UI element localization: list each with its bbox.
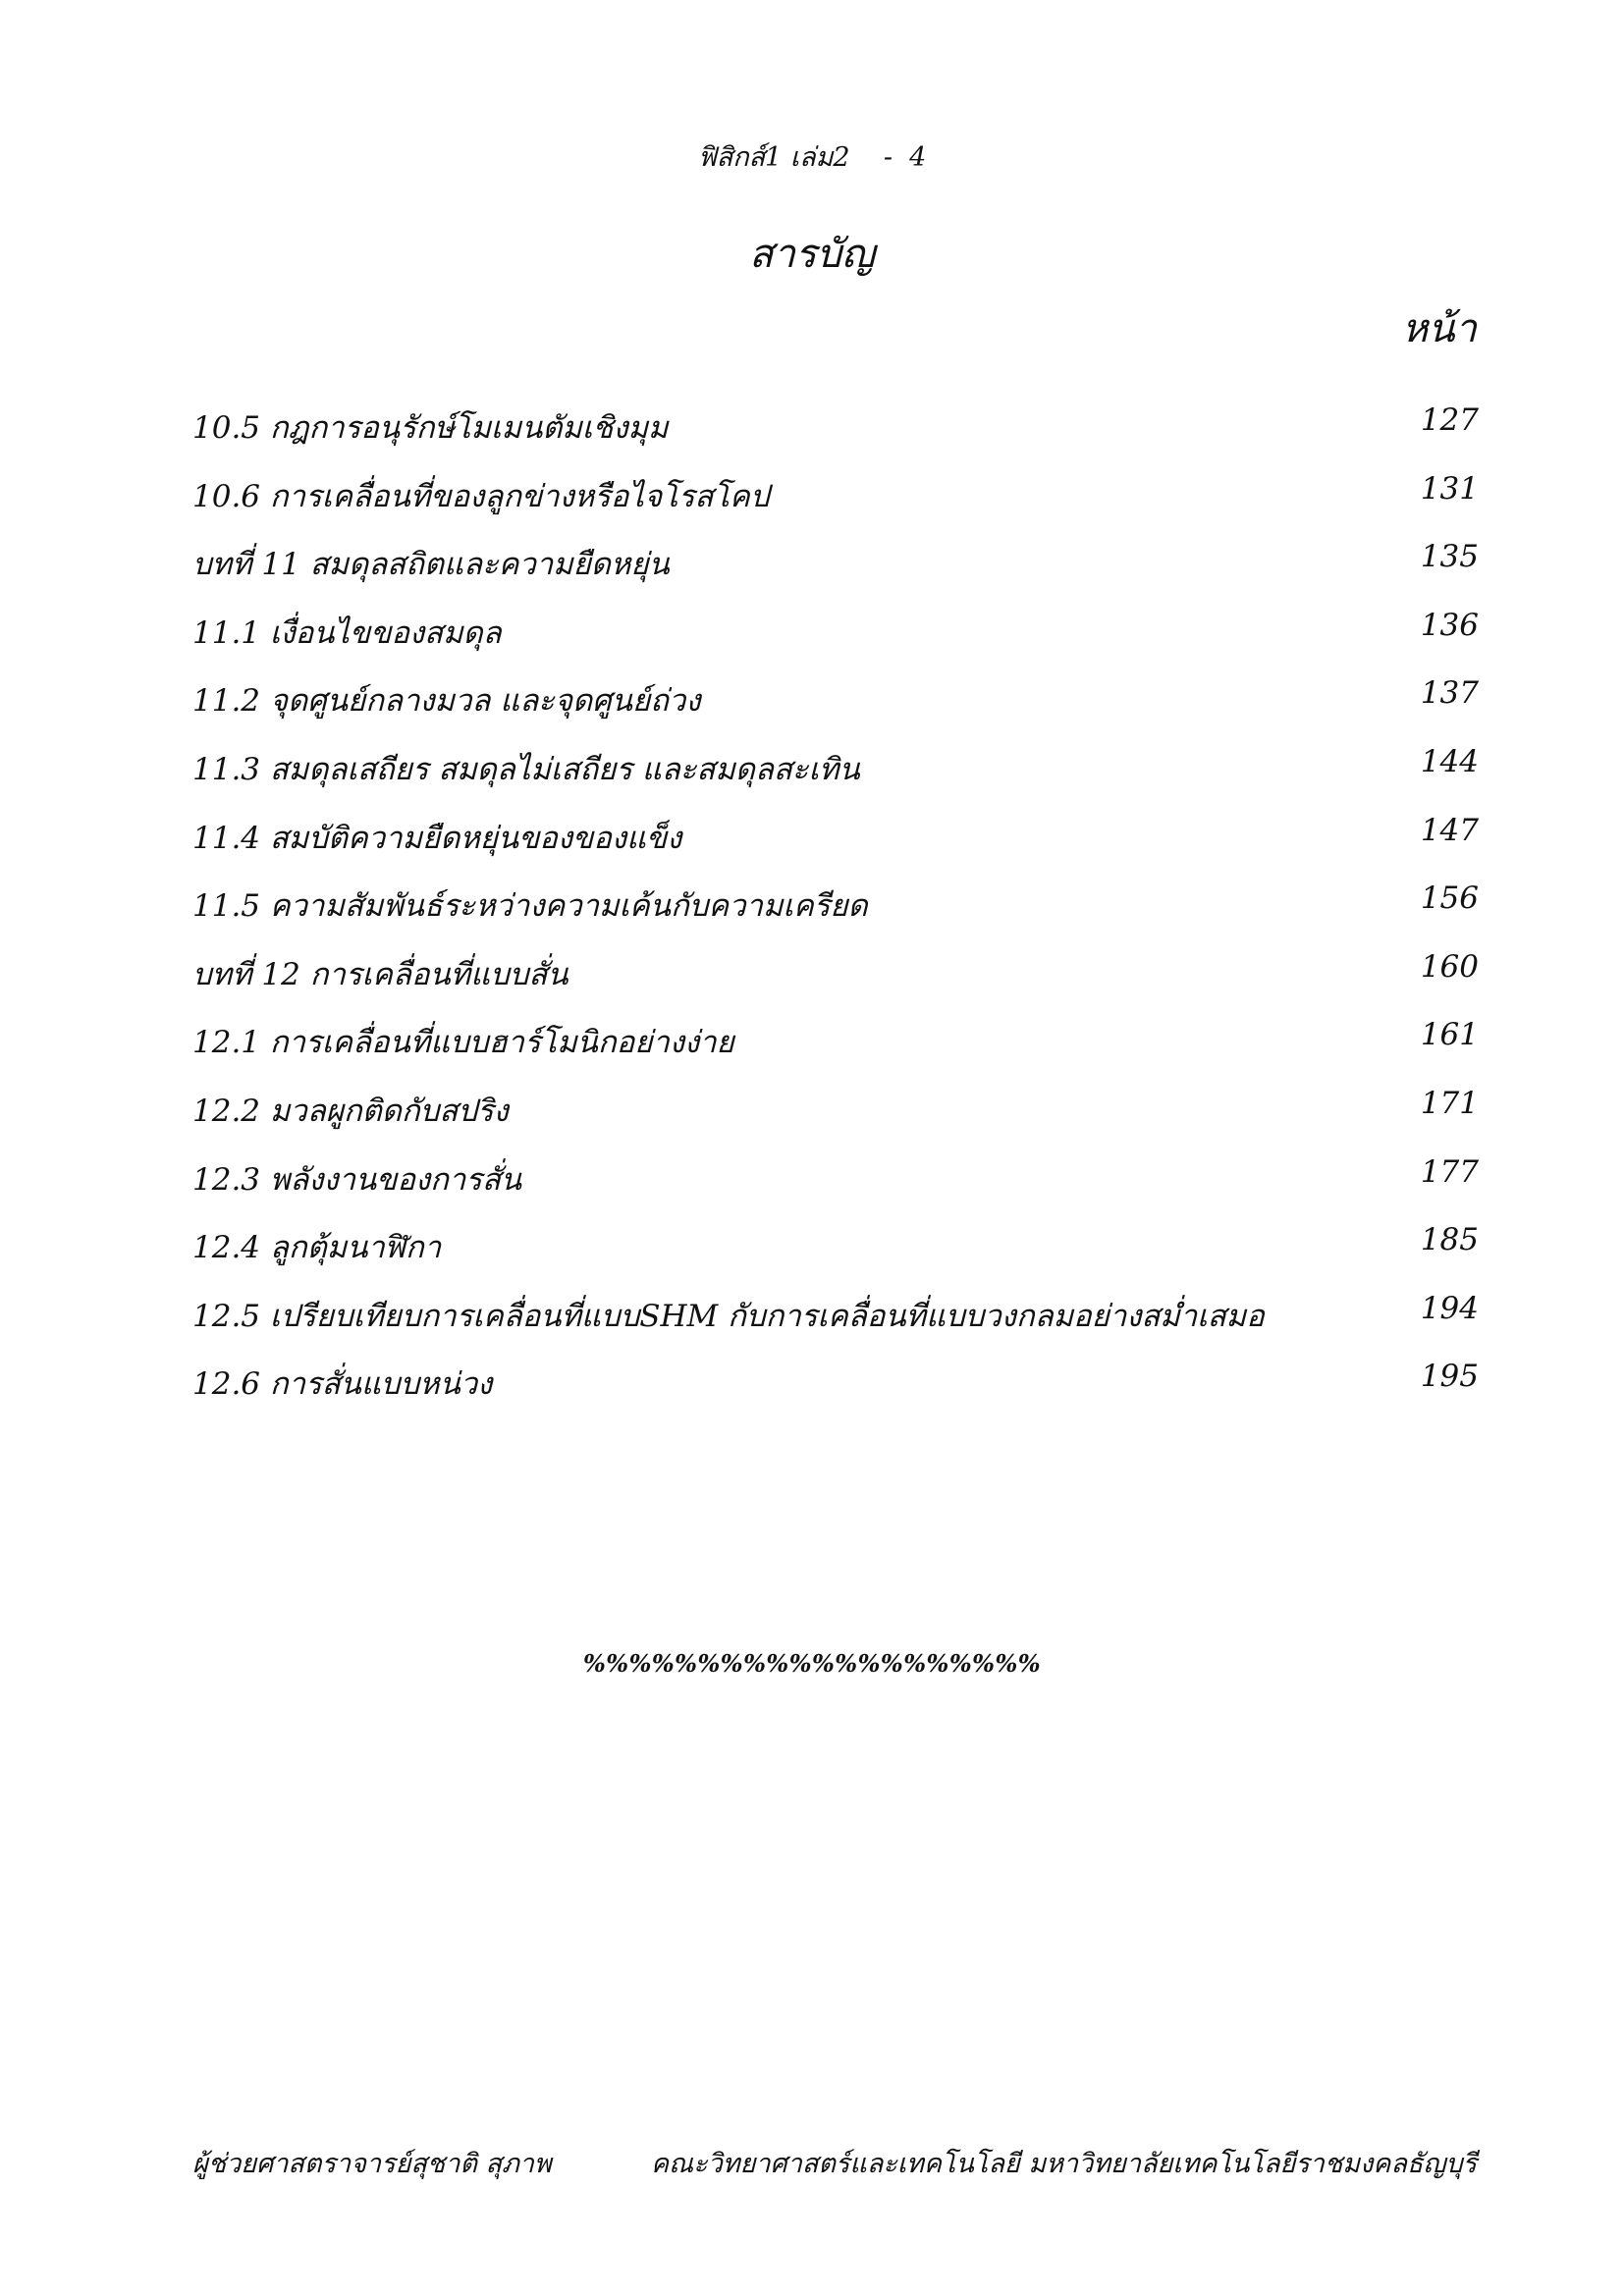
toc-entry-12-5 [192,1291,1479,1360]
toc-entry-page: 195 [1420,1359,1479,1395]
toc-entry-12-1 [192,1017,1479,1086]
toc-entry-11-4 [192,813,1479,881]
toc-entry-page: 156 [1420,881,1479,917]
toc-entry-title: 11.5 ความสัมพันธ์ระหว่างความเค้นกับความเครียด [192,888,868,925]
toc-entry-title: 11.3 สมดุลเสถียร สมดุลไม่เสถียร และสมดุลสะเทิน [192,751,860,787]
footer-author: ผู้ช่วยศาสตราจารย์สุชาติ สุภาพ [192,2149,552,2179]
toc-entry-title: 12.3 พลังงานของการสั่น [192,1161,522,1198]
toc-entry-page: 131 [1420,470,1479,507]
toc-entry-page: 185 [1420,1222,1479,1258]
toc-entry-title: บทที่ 11 สมดุลสถิตและความยืดหยุ่น [192,547,670,583]
toc-entry-title: 12.1 การเคลื่อนที่แบบฮาร์โมนิกอย่างง่าย [192,1025,734,1061]
footer-institution: คณะวิทยาศาสตร์และเทคโนโลยี มหาวิทยาลัยเทคโนโลยีราชมงคลธัญบุรี [651,2149,1477,2179]
toc-entry-title: 11.2 จุดศูนย์กลางมวล และจุดศูนย์ถ่วง [192,683,701,720]
toc-entry-page: 127 [1420,402,1479,438]
toc-entry-page: 147 [1420,812,1479,848]
toc-entry-title: 12.4 ลูกตุ้มนาฬิกา [192,1230,442,1266]
toc-entry-12-2 [192,1086,1479,1154]
toc-entry-page: 171 [1420,1085,1479,1121]
toc-entry-12-6 [192,1359,1479,1427]
toc-entry-12-3 [192,1154,1479,1223]
toc-entry-title: 11.4 สมบัติความยืดหยุ่นของของแข็ง [192,820,682,856]
table-of-contents [192,402,1479,1427]
toc-entry-title: บทที่ 12 การเคลื่อนที่แบบสั่น [192,956,568,992]
toc-entry-page: 194 [1420,1290,1479,1326]
toc-entry-title: 12.6 การสั่นแบบหน่วง [192,1366,493,1403]
toc-entry-title: 10.6 การเคลื่อนที่ของลูกข่างหรือไจโรสโคป [192,478,770,514]
toc-entry-page: 177 [1420,1153,1479,1190]
toc-entry-11-5 [192,881,1479,949]
toc-entry-12-4 [192,1222,1479,1291]
toc-entry-page: 144 [1420,743,1479,779]
toc-entry-10-6 [192,471,1479,540]
page-title: สารบัญ [749,232,875,277]
toc-entry-page: 161 [1420,1017,1479,1053]
toc-entry-11-3 [192,744,1479,813]
toc-entry-11-1 [192,608,1479,676]
toc-entry-title: 10.5 กฎการอนุรักษ์โมเมนตัมเชิงมุม [192,410,669,446]
toc-entry-page: 136 [1420,607,1479,643]
running-head: ฟิสิกส์1 เล่ม2 - 4 [697,142,927,173]
toc-entry-title: 12.2 มวลผูกติดกับสปริง [192,1093,509,1129]
toc-entry-title: 12.5 เปรียบเทียบการเคลื่อนที่แบบSHM กับการเคลื่อนที่แบบวงกลมอย่างสม่ำเสมอ [192,1298,1265,1334]
toc-entry-title: 11.1 เงื่อนไขของสมดุล [192,614,502,651]
toc-entry-chapter-12 [192,949,1479,1018]
toc-entry-page: 160 [1420,948,1479,985]
toc-entry-page: 137 [1420,675,1479,712]
toc-entry-11-2 [192,675,1479,744]
toc-entry-10-5 [192,402,1479,471]
toc-entry-chapter-11 [192,539,1479,608]
page-column-label: หน้า [1401,306,1477,351]
section-separator: %%%%%%%%%%%%%%%%%%%% [582,1649,1042,1678]
toc-entry-page: 135 [1420,539,1479,575]
